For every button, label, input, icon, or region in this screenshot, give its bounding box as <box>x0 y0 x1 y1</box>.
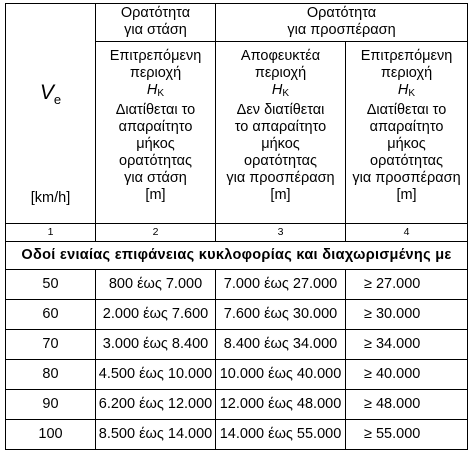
header-line: απαραίτητο <box>369 119 444 135</box>
table-row <box>6 330 468 360</box>
table-row <box>6 420 468 450</box>
stop-range: 3.000 έως 8.400 <box>96 330 216 360</box>
ve-header-cell <box>6 4 96 224</box>
header-group-row <box>6 4 468 42</box>
header-line: για προσπέραση <box>352 170 461 186</box>
section-title: Οδοί ενιαίας επιφάνειας κυκλοφορίας και διαχωρισμένης με <box>6 242 468 270</box>
header-line: για στάση <box>124 170 187 186</box>
header-line: Διατίθεται το <box>115 102 196 118</box>
pass-range: ≥ 30.000 <box>346 300 468 330</box>
header-line: περιοχή <box>129 65 182 81</box>
col4-header <box>346 42 468 224</box>
header-line: μήκος <box>136 136 175 152</box>
hk-symbol: $H_K$ <box>397 82 416 99</box>
visibility-table <box>5 3 468 450</box>
header-line: απαραίτητο <box>118 119 193 135</box>
ve-unit: [km/h] <box>30 190 71 206</box>
avoid-range: 12.000 έως 48.000 <box>216 390 346 420</box>
header-line: Επιτρεπόμενη <box>360 48 453 64</box>
column-number: 4 <box>346 224 468 242</box>
header-line: Δεν διατίθεται <box>236 102 325 118</box>
header-line: ορατότητας <box>370 153 443 169</box>
table-row <box>6 270 468 300</box>
avoid-range: 14.000 έως 55.000 <box>216 420 346 450</box>
ve-value: 50 <box>6 270 96 300</box>
stop-range: 4.500 έως 10.000 <box>96 360 216 390</box>
col3-header <box>216 42 346 224</box>
column-number: 3 <box>216 224 346 242</box>
header-line: περιοχή <box>380 65 433 81</box>
pass-range: ≥ 27.000 <box>346 270 468 300</box>
group-pass-line2: για προσπέραση <box>287 22 396 38</box>
column-number: 1 <box>6 224 96 242</box>
ve-value: 70 <box>6 330 96 360</box>
pass-range: ≥ 34.000 <box>346 330 468 360</box>
stop-range: 800 έως 7.000 <box>96 270 216 300</box>
ve-symbol: $V_e$ <box>39 81 62 108</box>
group-header-stop <box>96 4 216 42</box>
stop-range: 2.000 έως 7.600 <box>96 300 216 330</box>
table-row <box>6 390 468 420</box>
ve-value: 60 <box>6 300 96 330</box>
header-line: για προσπέραση <box>226 170 335 186</box>
header-line: ορατότητας <box>244 153 317 169</box>
col2-header <box>96 42 216 224</box>
column-number: 2 <box>96 224 216 242</box>
section-row <box>6 242 468 270</box>
ve-value: 80 <box>6 360 96 390</box>
pass-range: ≥ 55.000 <box>346 420 468 450</box>
hk-symbol: $H_K$ <box>271 82 290 99</box>
header-line: μήκος <box>261 136 300 152</box>
header-line: [m] <box>145 187 166 203</box>
pass-range: ≥ 48.000 <box>346 390 468 420</box>
ve-value: 100 <box>6 420 96 450</box>
group-stop-line1: Ορατότητα <box>120 5 191 21</box>
header-line: το απαραίτητο <box>234 119 327 135</box>
header-line: ορατότητας <box>119 153 192 169</box>
header-line: Αποφευκτέα <box>240 48 321 64</box>
header-line: [m] <box>396 187 417 203</box>
header-line: [m] <box>270 187 291 203</box>
group-pass-line1: Ορατότητα <box>306 5 377 21</box>
header-line: περιοχή <box>254 65 307 81</box>
avoid-range: 8.400 έως 34.000 <box>216 330 346 360</box>
avoid-range: 10.000 έως 40.000 <box>216 360 346 390</box>
stop-range: 6.200 έως 12.000 <box>96 390 216 420</box>
header-line: μήκος <box>387 136 426 152</box>
hk-symbol: $H_K$ <box>146 82 165 99</box>
header-line: Επιτρεπόμενη <box>109 48 202 64</box>
avoid-range: 7.600 έως 30.000 <box>216 300 346 330</box>
group-header-pass <box>216 4 468 42</box>
header-line: Διατίθεται το <box>366 102 447 118</box>
table-row <box>6 360 468 390</box>
column-number-row <box>6 224 468 242</box>
avoid-range: 7.000 έως 27.000 <box>216 270 346 300</box>
pass-range: ≥ 40.000 <box>346 360 468 390</box>
group-stop-line2: για στάση <box>124 22 187 38</box>
ve-value: 90 <box>6 390 96 420</box>
table-row <box>6 300 468 330</box>
stop-range: 8.500 έως 14.000 <box>96 420 216 450</box>
